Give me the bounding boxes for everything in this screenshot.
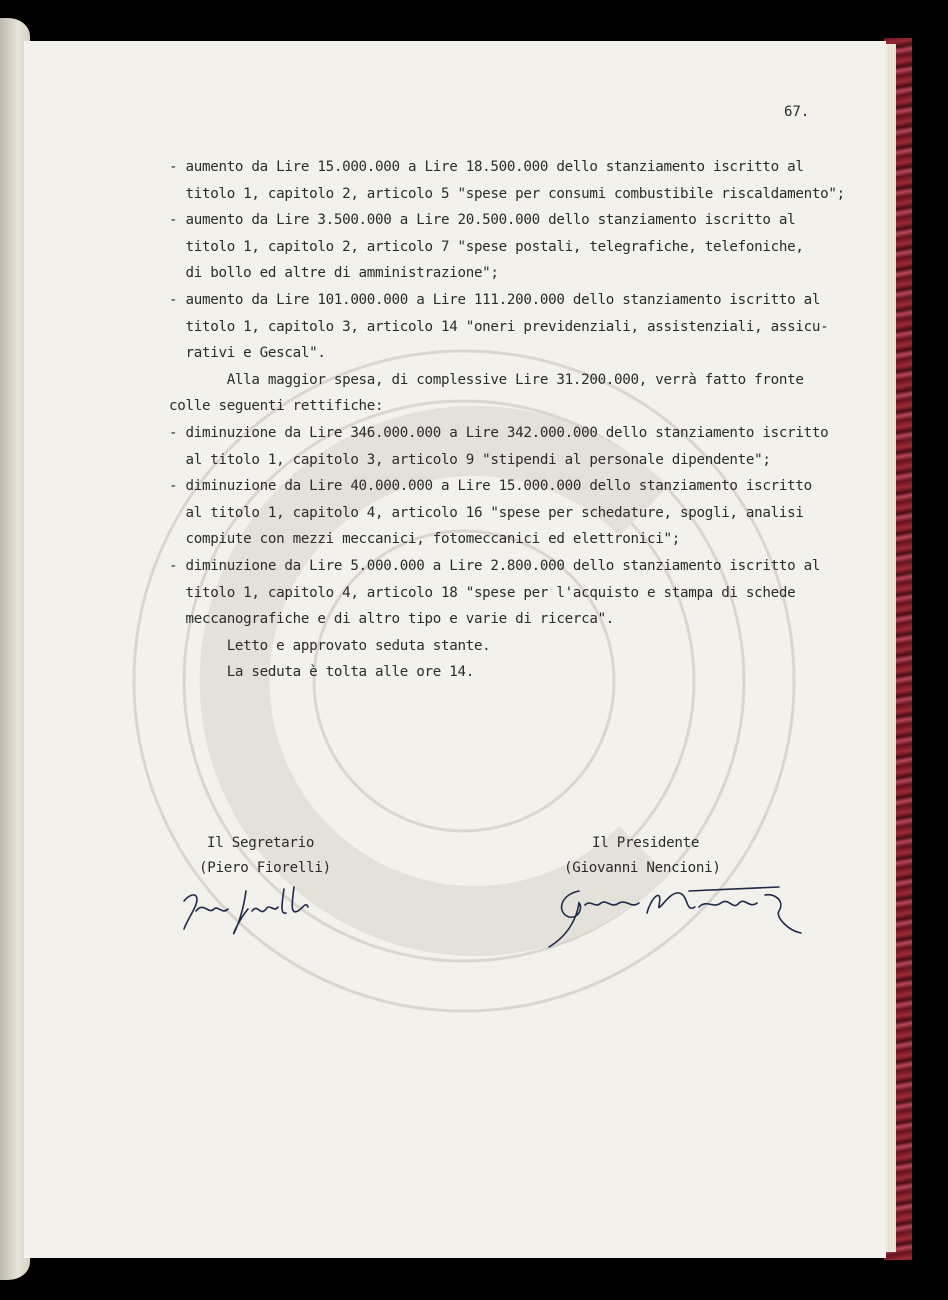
body-text [169, 154, 869, 686]
page-number: 67. [784, 104, 810, 120]
text-line: titolo 1, capitolo 2, articolo 5 "spese per consumi combustibile riscaldamento"; [169, 185, 845, 202]
text-line: - aumento da Lire 101.000.000 a Lire 111.200.000 dello stanziamento iscritto al [169, 291, 821, 308]
text-line: titolo 1, capitolo 2, articolo 7 "spese postali, telegrafiche, telefoniche, [169, 238, 804, 255]
text-line: al titolo 1, capitolo 4, articolo 16 "spese per schedature, spogli, analisi [169, 504, 804, 521]
president-title: Il Presidente [592, 835, 700, 851]
secretary-handwritten-signature [174, 881, 324, 941]
text-line: - diminuzione da Lire 5.000.000 a Lire 2.800.000 dello stanziamento iscritto al [169, 557, 821, 574]
text-line: compiute con mezzi meccanici, fotomeccanici ed elettronici"; [169, 531, 680, 548]
text-line: al titolo 1, capitolo 3, articolo 9 "stipendi al personale dipendente"; [169, 451, 771, 468]
text-line: - diminuzione da Lire 346.000.000 a Lire 342.000.000 dello stanziamento iscritto [169, 424, 829, 441]
secretary-signature-block [199, 831, 399, 881]
text-line: - diminuzione da Lire 40.000.000 a Lire 15.000.000 dello stanziamento iscritto [169, 478, 812, 495]
text-line: di bollo ed altre di amministrazione"; [169, 265, 499, 282]
text-line: meccanografiche e di altro tipo e varie di ricerca". [169, 611, 615, 628]
document-page [24, 41, 886, 1258]
text-line: - aumento da Lire 3.500.000 a Lire 20.500.000 dello stanziamento iscritto al [169, 212, 796, 229]
secretary-name: (Piero Fiorelli) [199, 860, 331, 876]
text-line: Alla maggior spesa, di complessive Lire 31.200.000, verrà fatto fronte [169, 371, 804, 388]
president-name: (Giovanni Nencioni) [564, 860, 721, 876]
text-line: Letto e approvato seduta stante. [169, 637, 491, 654]
text-line: rativi e Gescal". [169, 345, 326, 362]
text-line: titolo 1, capitolo 3, articolo 14 "oneri previdenziali, assistenziali, assicu- [169, 318, 829, 335]
text-line: titolo 1, capitolo 4, articolo 18 "spese per l'acquisto e stampa di schede [169, 584, 796, 601]
secretary-title: Il Segretario [207, 835, 315, 851]
text-line: colle seguenti rettifiche: [169, 398, 384, 415]
text-line: La seduta è tolta alle ore 14. [169, 664, 474, 681]
text-line: - aumento da Lire 15.000.000 a Lire 18.500.000 dello stanziamento iscritto al [169, 159, 804, 175]
president-handwritten-signature [539, 873, 819, 953]
